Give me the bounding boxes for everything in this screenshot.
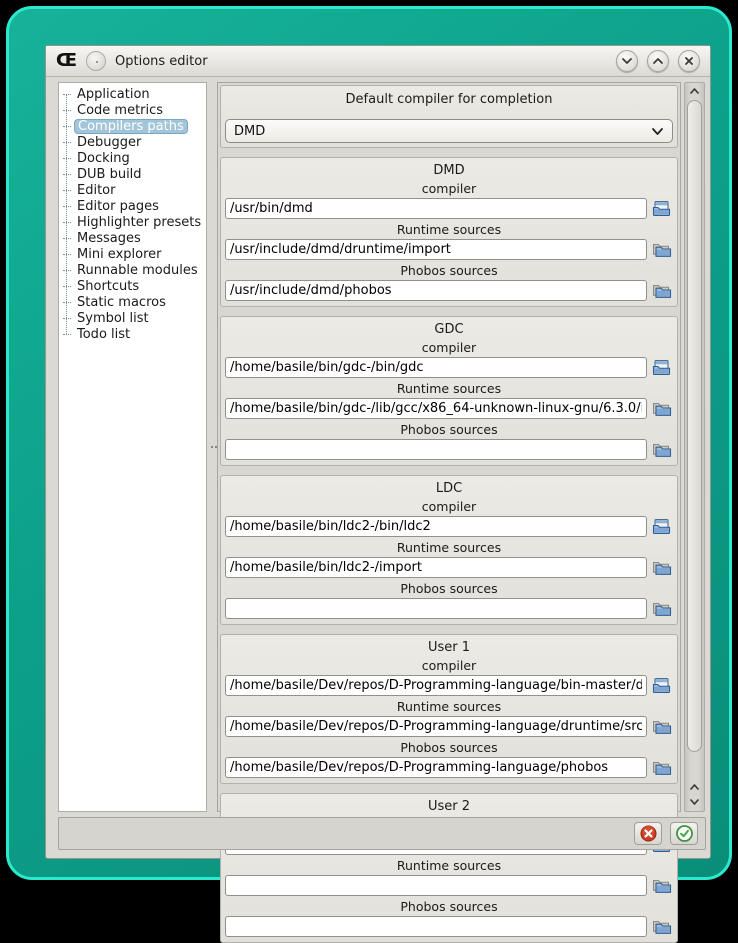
- open-folder-dialog-button[interactable]: [652, 718, 673, 736]
- runtime-field-label: Runtime sources: [396, 857, 502, 873]
- compiler-group-title: DMD: [433, 163, 465, 178]
- sidebar-item-docking[interactable]: [62, 150, 206, 166]
- phobos-field-label: Phobos sources: [400, 580, 498, 596]
- file-open-icon: [652, 677, 672, 694]
- folder-icon: [652, 877, 672, 894]
- dialog-statusbar: [58, 817, 706, 850]
- tree-branch-icon: [63, 238, 71, 239]
- cancel-button[interactable]: [634, 822, 662, 845]
- open-file-dialog-button[interactable]: [652, 518, 673, 536]
- titlebar[interactable]: [46, 46, 710, 77]
- folder-icon: [652, 400, 672, 417]
- runtime-path-input[interactable]: [225, 557, 647, 578]
- chevron-down-icon: [621, 57, 633, 65]
- compiler-group-ldc: [220, 475, 678, 625]
- scroll-down-icon[interactable]: [685, 795, 704, 809]
- open-folder-dialog-button[interactable]: [652, 441, 673, 459]
- runtime-path-input[interactable]: [225, 716, 647, 737]
- open-folder-dialog-button[interactable]: [652, 400, 673, 418]
- open-folder-dialog-button[interactable]: [652, 877, 673, 895]
- sidebar-item-debugger[interactable]: [62, 134, 206, 150]
- accept-button[interactable]: [670, 822, 698, 845]
- tree-branch-icon: [63, 110, 71, 111]
- tree-branch-icon: [63, 126, 71, 127]
- compiler-group-gdc: [220, 316, 678, 466]
- runtime-path-input[interactable]: [225, 398, 647, 419]
- tree-branch-icon: [63, 254, 71, 255]
- cancel-icon: [640, 825, 657, 842]
- phobos-path-input[interactable]: [225, 439, 647, 460]
- sidebar-splitter[interactable]: [207, 82, 217, 812]
- sidebar-item-code-metrics[interactable]: [62, 102, 206, 118]
- sidebar-item-label: Shortcuts: [77, 278, 140, 294]
- phobos-path-input[interactable]: [225, 280, 647, 301]
- close-icon: [684, 56, 694, 66]
- runtime-field-label: Runtime sources: [396, 221, 502, 237]
- open-folder-dialog-button[interactable]: [652, 282, 673, 300]
- runtime-path-input[interactable]: [225, 875, 647, 896]
- runtime-field-label: Runtime sources: [396, 698, 502, 714]
- compiler-group-title: User 1: [427, 640, 471, 655]
- compiler-field-label: compiler: [421, 657, 477, 673]
- sidebar-item-label: Static macros: [77, 294, 166, 310]
- open-folder-dialog-button[interactable]: [652, 918, 673, 936]
- scroll-up-icon[interactable]: [685, 84, 704, 98]
- phobos-path-input[interactable]: [225, 598, 647, 619]
- maximize-button[interactable]: [647, 50, 669, 72]
- sidebar-item-label: Application: [77, 86, 150, 102]
- scrollbar-thumb[interactable]: [687, 100, 702, 752]
- categories-tree: [58, 82, 207, 812]
- close-button[interactable]: [678, 50, 700, 72]
- phobos-field-label: Phobos sources: [400, 262, 498, 278]
- window-title: Options editor: [115, 53, 208, 69]
- compiler-path-input[interactable]: [225, 675, 647, 696]
- sidebar-item-label: Messages: [77, 230, 141, 246]
- compiler-field-label: compiler: [421, 180, 477, 196]
- tree-branch-icon: [63, 270, 71, 271]
- sidebar-item-label: Compilers paths: [74, 119, 188, 134]
- compiler-group-title: GDC: [434, 322, 464, 337]
- compiler-path-input[interactable]: [225, 357, 647, 378]
- tree-branch-icon: [63, 286, 71, 287]
- folder-icon: [652, 241, 672, 258]
- app-logo-icon: Œ: [56, 50, 78, 71]
- phobos-path-input[interactable]: [225, 757, 647, 778]
- chevron-up-icon: [652, 57, 664, 65]
- runtime-path-input[interactable]: [225, 239, 647, 260]
- folder-icon: [652, 282, 672, 299]
- compiler-path-input[interactable]: [225, 516, 647, 537]
- tree-branch-icon: [63, 174, 71, 175]
- sidebar-item-messages[interactable]: [62, 230, 206, 246]
- sidebar-item-label: Mini explorer: [77, 246, 162, 262]
- splitter-grip-icon: [211, 446, 213, 448]
- tree-branch-icon: [63, 222, 71, 223]
- sidebar-item-compilers-paths[interactable]: [62, 118, 206, 134]
- default-compiler-group: [220, 85, 678, 148]
- runtime-field-label: Runtime sources: [396, 380, 502, 396]
- sidebar-item-label: Runnable modules: [77, 262, 198, 278]
- tree-branch-icon: [63, 206, 71, 207]
- folder-icon: [652, 441, 672, 458]
- runtime-field-label: Runtime sources: [396, 539, 502, 555]
- sidebar-item-dub-build[interactable]: [62, 166, 206, 182]
- compiler-group-title: LDC: [435, 481, 463, 496]
- default-compiler-title: Default compiler for completion: [345, 92, 553, 107]
- tree-branch-icon: [63, 158, 71, 159]
- scroll-up-icon[interactable]: [685, 780, 704, 794]
- tree-branch-icon: [63, 190, 71, 191]
- sidebar-item-label: Editor: [77, 182, 116, 198]
- sidebar-item-label: Editor pages: [77, 198, 159, 214]
- sidebar-item-label: DUB build: [77, 166, 142, 182]
- tree-branch-icon: [63, 302, 71, 303]
- open-file-dialog-button[interactable]: [652, 359, 673, 377]
- vertical-scrollbar[interactable]: [684, 82, 705, 812]
- sidebar-item-application[interactable]: [62, 86, 206, 102]
- compiler-path-input[interactable]: [225, 198, 647, 219]
- open-folder-dialog-button[interactable]: [652, 241, 673, 259]
- options-editor-window: [45, 45, 711, 914]
- chevron-down-icon: [651, 127, 664, 136]
- tree-branch-icon: [63, 94, 71, 95]
- desktop-window-frame: [6, 6, 732, 914]
- file-open-icon: [652, 359, 672, 376]
- compiler-group-user-2: [220, 793, 678, 943]
- file-open-icon: [652, 518, 672, 535]
- sidebar-item-editor-pages[interactable]: [62, 198, 206, 214]
- sidebar-item-runnable-modules[interactable]: [62, 262, 206, 278]
- default-compiler-select[interactable]: [225, 119, 673, 143]
- compiler-field-label: compiler: [421, 498, 477, 514]
- open-folder-dialog-button[interactable]: [652, 600, 673, 618]
- sidebar-item-symbol-list[interactable]: [62, 310, 206, 326]
- open-file-dialog-button[interactable]: [652, 677, 673, 695]
- compiler-group-dmd: [220, 157, 678, 307]
- folder-icon: [652, 918, 672, 935]
- phobos-field-label: Phobos sources: [400, 739, 498, 755]
- default-compiler-value: DMD: [234, 123, 266, 139]
- sidebar-item-label: Code metrics: [77, 102, 164, 118]
- folder-icon: [652, 559, 672, 576]
- compiler-field-label: compiler: [421, 339, 477, 355]
- sidebar-item-editor[interactable]: [62, 182, 206, 198]
- sidebar-item-label: Todo list: [77, 326, 131, 342]
- phobos-path-input[interactable]: [225, 916, 647, 937]
- sidebar-item-static-macros[interactable]: [62, 294, 206, 310]
- tree-branch-icon: [63, 318, 71, 319]
- accept-icon: [676, 825, 693, 842]
- sidebar-item-label: Debugger: [77, 134, 142, 150]
- sidebar-item-label: Highlighter presets: [77, 214, 202, 230]
- window-menu-button[interactable]: [86, 51, 106, 71]
- dialog-body: [46, 78, 710, 914]
- tree-branch-icon: [63, 142, 71, 143]
- compiler-group-title: User 2: [427, 799, 471, 814]
- sidebar-item-mini-explorer[interactable]: [62, 246, 206, 262]
- sidebar-item-shortcuts[interactable]: [62, 278, 206, 294]
- compilers-paths-panel: [217, 82, 681, 914]
- phobos-field-label: Phobos sources: [400, 898, 498, 914]
- open-file-dialog-button[interactable]: [652, 200, 673, 218]
- folder-icon: [652, 718, 672, 735]
- file-open-icon: [652, 200, 672, 217]
- minimize-button[interactable]: [616, 50, 638, 72]
- open-folder-dialog-button[interactable]: [652, 559, 673, 577]
- sidebar-item-highlighter-presets[interactable]: [62, 214, 206, 230]
- sidebar-item-label: Docking: [77, 150, 130, 166]
- sidebar-item-todo-list[interactable]: [62, 326, 206, 342]
- categories-tree-list: [62, 86, 206, 342]
- sidebar-item-label: Symbol list: [77, 310, 149, 326]
- phobos-field-label: Phobos sources: [400, 421, 498, 437]
- folder-icon: [652, 600, 672, 617]
- open-folder-dialog-button[interactable]: [652, 759, 673, 777]
- folder-icon: [652, 759, 672, 776]
- tree-branch-icon: [63, 334, 71, 335]
- compiler-group-user-1: [220, 634, 678, 784]
